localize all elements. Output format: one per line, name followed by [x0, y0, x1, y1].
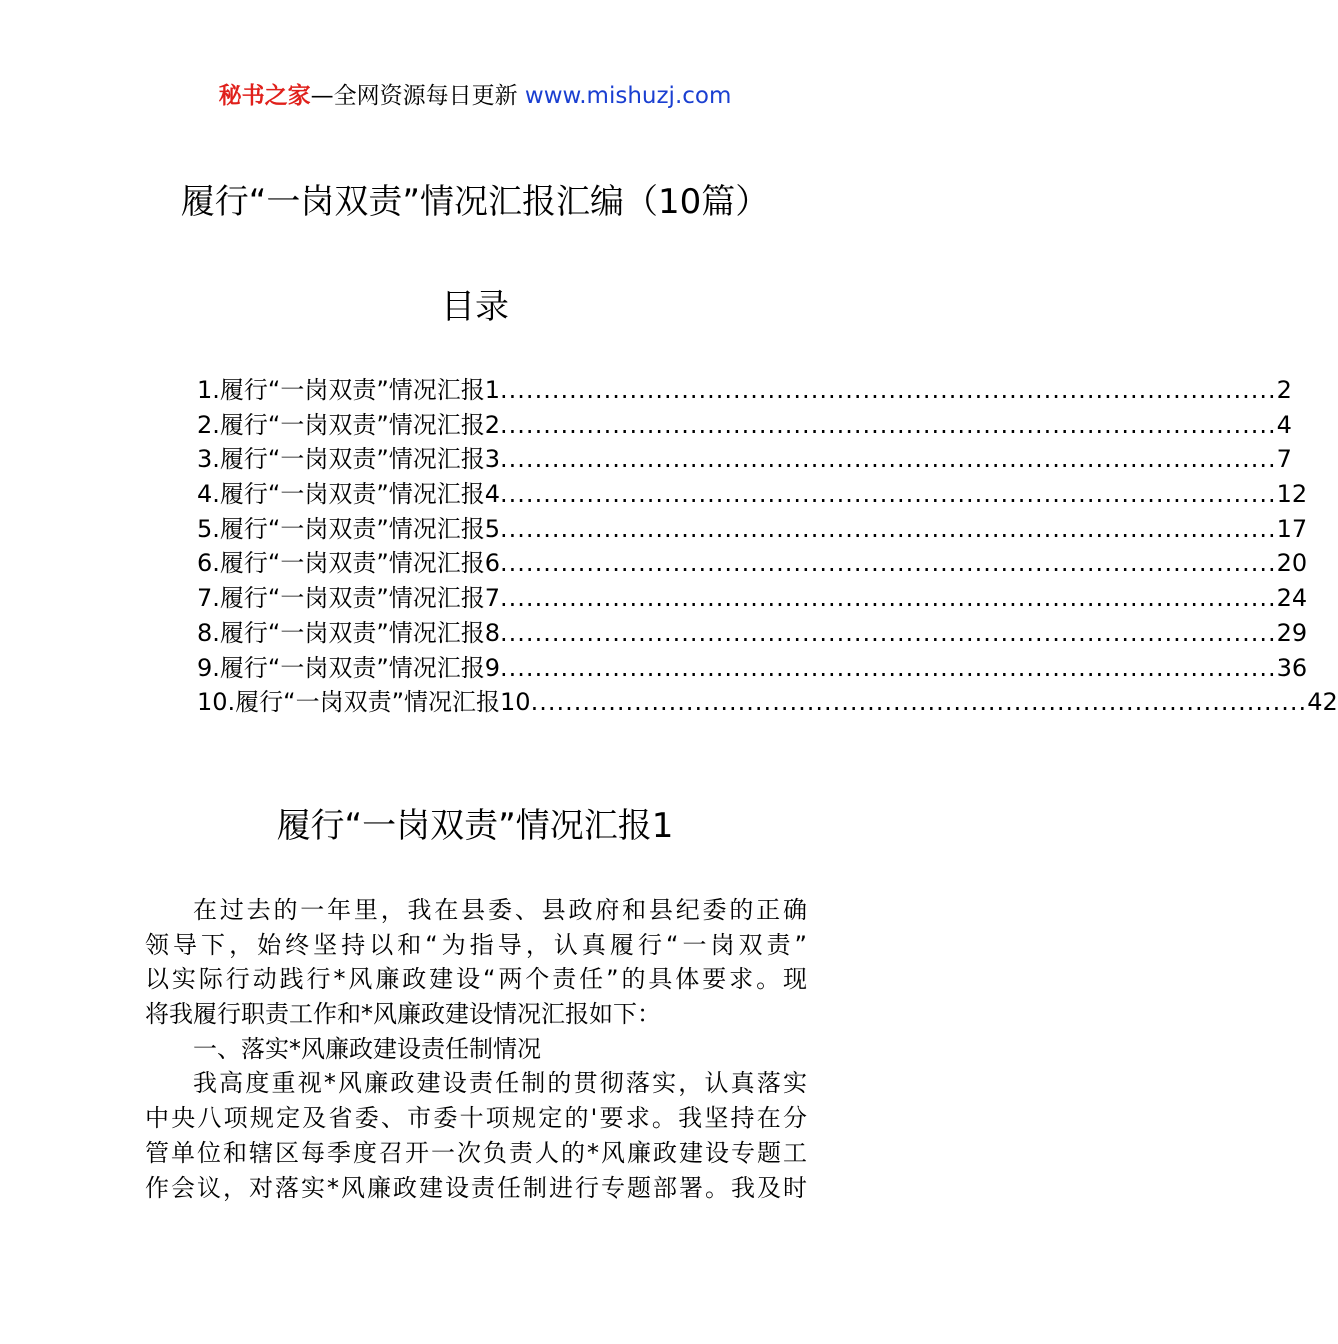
document-title: 履行“一岗双责”情况汇报汇编（10篇） — [180, 182, 770, 222]
toc-leader-dots: .......................................................................................... — [500, 410, 1277, 439]
toc-entry[interactable] — [197, 373, 1292, 408]
toc-leader-dots: .......................................................................................... — [500, 653, 1277, 682]
table-of-contents — [197, 373, 1338, 720]
toc-entry-page: 36 — [1276, 653, 1308, 682]
toc-entry-page: 4 — [1276, 410, 1292, 439]
toc-leader-dots: .......................................................................................... — [500, 445, 1277, 474]
toc-entry-label: 9.履行“一岗双责”情况汇报9 — [197, 653, 501, 682]
toc-leader-dots: .......................................................................................... — [500, 376, 1277, 404]
body-line: 中央八项规定及省委、市委十项规定的'要求。我坚持在分 — [145, 1104, 807, 1133]
site-brand: 秘书之家 — [218, 83, 311, 109]
body-line: 管单位和辖区每季度召开一次负责人的*风廉政建设专题工 — [145, 1138, 807, 1167]
toc-leader-dots: .......................................................................................... — [500, 549, 1277, 578]
toc-entry[interactable] — [197, 581, 1308, 616]
toc-entry-page: 29 — [1276, 618, 1308, 647]
toc-entry[interactable] — [197, 477, 1308, 512]
toc-entry[interactable] — [197, 651, 1308, 686]
body-line: 将我履行职责工作和*风廉政建设情况汇报如下： — [145, 1000, 661, 1029]
site-url-link[interactable]: www.mishuzj.com — [524, 83, 732, 109]
article-body — [145, 893, 807, 1205]
toc-leader-dots: .......................................................................................... — [530, 688, 1308, 717]
toc-entry-page: 7 — [1276, 445, 1292, 474]
toc-entry[interactable] — [197, 616, 1308, 651]
toc-entry-label: 3.履行“一岗双责”情况汇报3 — [197, 445, 501, 474]
toc-leader-dots: .......................................................................................... — [500, 514, 1277, 543]
toc-leader-dots: .......................................................................................... — [500, 618, 1277, 647]
toc-entry-label: 5.履行“一岗双责”情况汇报5 — [197, 514, 501, 543]
toc-entry-page: 17 — [1276, 514, 1308, 543]
toc-heading: 目录 — [441, 287, 509, 327]
toc-entry-label: 1.履行“一岗双责”情况汇报1 — [197, 376, 501, 404]
body-line: 领导下，始终坚持以和“为指导，认真履行“一岗双责” — [145, 930, 807, 959]
toc-entry-page: 24 — [1276, 584, 1308, 613]
body-line: 在过去的一年里，我在县委、县政府和县纪委的正确 — [193, 896, 807, 924]
toc-entry-page: 12 — [1276, 480, 1308, 509]
toc-entry[interactable] — [197, 442, 1292, 477]
toc-leader-dots: .......................................................................................... — [500, 480, 1277, 509]
toc-entry-label: 6.履行“一岗双责”情况汇报6 — [197, 549, 501, 578]
toc-leader-dots: .......................................................................................... — [500, 584, 1277, 613]
toc-entry[interactable] — [197, 685, 1338, 720]
toc-entry-label: 2.履行“一岗双责”情况汇报2 — [197, 410, 501, 439]
toc-entry-page: 20 — [1276, 549, 1308, 578]
toc-entry-page: 2 — [1276, 376, 1292, 404]
toc-entry-label: 7.履行“一岗双责”情况汇报7 — [197, 584, 501, 613]
section-heading: 一、落实*风廉政建设责任制情况 — [193, 1034, 541, 1063]
toc-entry[interactable] — [197, 512, 1308, 547]
site-slogan: —全网资源每日更新 — [310, 83, 525, 109]
toc-entry[interactable] — [197, 408, 1292, 443]
body-line: 以实际行动践行*风廉政建设“两个责任”的具体要求。现 — [145, 965, 807, 994]
body-line: 我高度重视*风廉政建设责任制的贯彻落实，认真落实 — [193, 1069, 807, 1098]
toc-entry-label: 10.履行“一岗双责”情况汇报10 — [197, 688, 531, 717]
body-line: 作会议，对落实*风廉政建设责任制进行专题部署。我及时 — [145, 1173, 807, 1202]
toc-entry[interactable] — [197, 546, 1308, 581]
article-title: 履行“一岗双责”情况汇报1 — [276, 806, 674, 846]
toc-entry-page: 42 — [1307, 688, 1338, 717]
toc-entry-label: 8.履行“一岗双责”情况汇报8 — [197, 618, 501, 647]
toc-entry-label: 4.履行“一岗双责”情况汇报4 — [197, 480, 501, 509]
site-header — [0, 80, 950, 112]
